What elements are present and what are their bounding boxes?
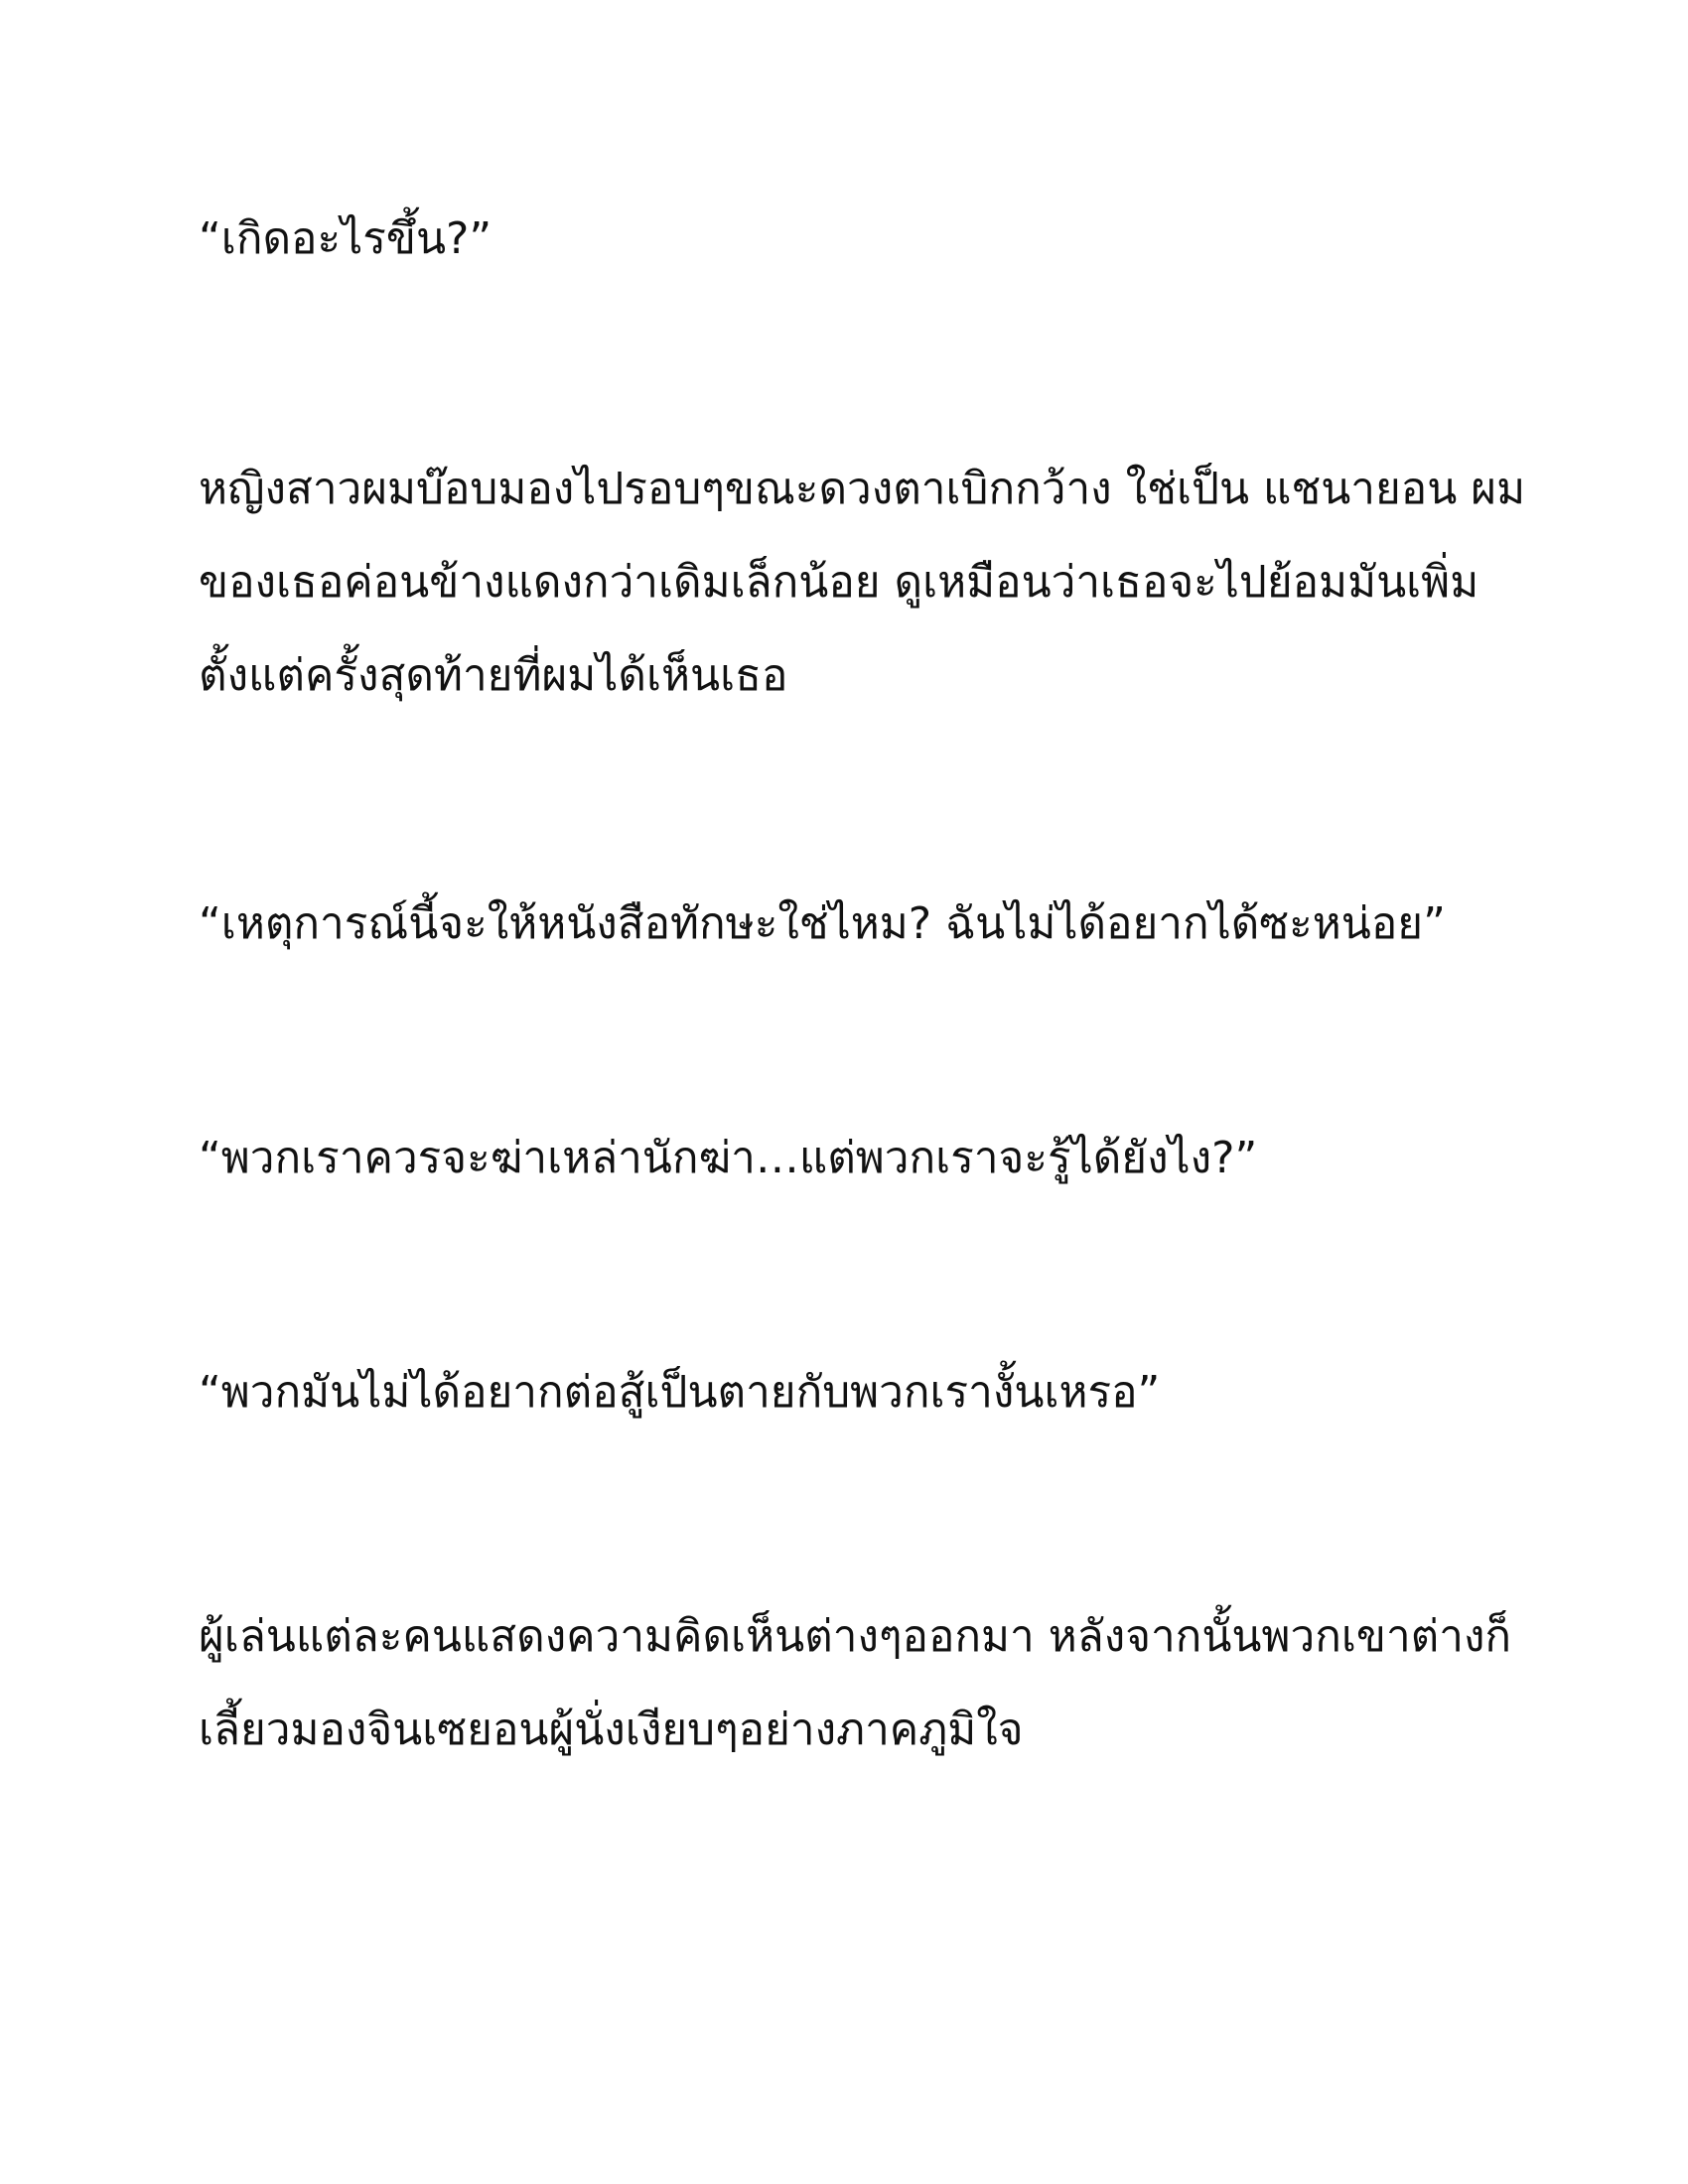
paragraph-2 — [199, 443, 1526, 723]
text-line: ตั้งแต่ครั้งสุดท้ายที่ผมได้เห็นเธอ — [199, 650, 788, 701]
text-line: “พวกมันไม่ได้อยากต่อสู้เป็นตายกับพวกเรางั้นเหรอ” — [199, 1367, 1161, 1418]
text-line: เลี้ยวมองจินเซยอนผู้นั่งเงียบๆอย่างภาคภูมิใจ — [199, 1705, 1024, 1755]
text-line: ผู้เล่นแต่ละคนแสดงความคิดเห็นต่างๆออกมา หลังจากนั้นพวกเขาต่างก็ — [199, 1611, 1512, 1662]
paragraph-5 — [199, 1346, 1489, 1439]
text-line: ของเธอค่อนข้างแดงกว่าเดิมเล็กน้อย ดูเหมือนว่าเธอจะไปย้อมมันเพิ่ม — [199, 557, 1479, 608]
paragraph-3 — [199, 878, 1489, 971]
text-line: “พวกเราควรจะฆ่าเหล่านักฆ่า…แต่พวกเราจะรู้ได้ยังไง?” — [199, 1133, 1258, 1183]
text-line: “เกิดอะไรขึ้น?” — [199, 213, 492, 264]
paragraph-6 — [199, 1590, 1512, 1777]
text-line: “เหตุการณ์นี้จะให้หนังสือทักษะใช่ไหม? ฉันไม่ได้อยากได้ซะหน่อย” — [199, 898, 1446, 949]
paragraph-4 — [199, 1112, 1489, 1205]
paragraph-1 — [199, 193, 1489, 286]
text-line: หญิงสาวผมบ๊อบมองไปรอบๆขณะดวงตาเบิกกว้าง ใช่เป็น แชนายอน ผม — [199, 464, 1526, 514]
